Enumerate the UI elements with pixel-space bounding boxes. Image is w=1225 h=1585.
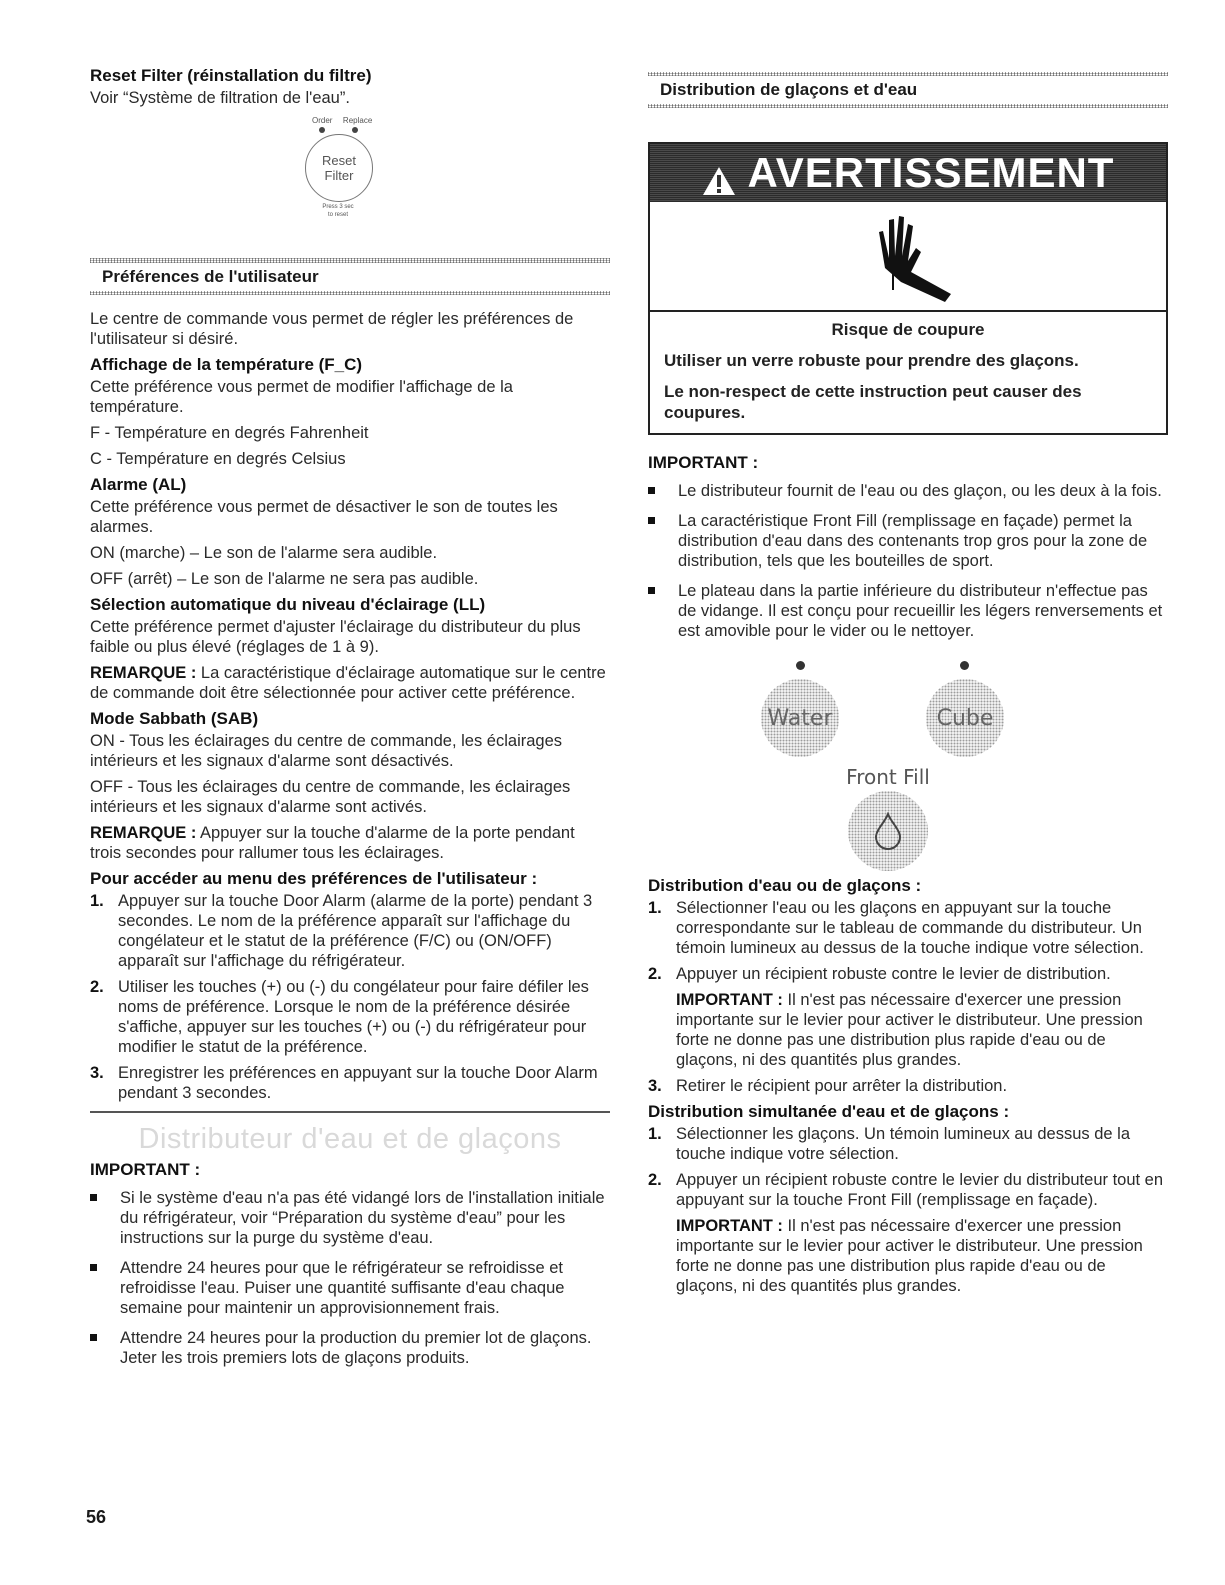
- hand-cut-icon: [853, 206, 963, 306]
- list-item: [648, 511, 1168, 571]
- page-number: 56: [86, 1507, 107, 1527]
- important-text: Il n'est pas nécessaire d'exercer une pression importante sur le levier pour activer le distributeur. Une pression forte ne donne pas une distribution plus rapide d'eau ou de glaçons, ni des quantités plus grandes.: [676, 991, 1143, 1069]
- warning-box: [648, 142, 1168, 435]
- reset-filter-text: Voir “Système de filtration de l'eau”.: [90, 89, 350, 107]
- light-title: Sélection automatique du niveau d'éclairage (LL): [90, 595, 486, 614]
- step-text: Enregistrer les préférences en appuyant sur la touche Door Alarm pendant 3 secondes.: [118, 1064, 598, 1102]
- dispensing-steps: [648, 898, 1168, 1096]
- preferences-intro: Le centre de commande vous permet de régler les préférences de l'utilisateur si désiré.: [90, 310, 574, 348]
- access-title: Pour accéder au menu des préférences de l'utilisateur :: [90, 869, 538, 888]
- bullet-text: Le plateau dans la partie inférieure du distributeur n'effectue pas de vidange. Il est conçu pour recueillir les légers renversements et est amovible pour le vider ou le nettoyer.: [678, 582, 1163, 640]
- step-number: 3.: [90, 1064, 104, 1082]
- alarm-title: Alarme (AL): [90, 475, 187, 494]
- replace-led-icon: [352, 127, 358, 133]
- order-label: Order: [312, 116, 333, 125]
- simultaneous-important: [676, 1216, 1168, 1296]
- step-number: 1.: [90, 892, 104, 910]
- step-text: Appuyer un récipient robuste contre le levier de distribution.: [676, 965, 1111, 983]
- light-note: [90, 663, 610, 703]
- list-item: [90, 1063, 610, 1103]
- temperature-c: C - Température en degrés Celsius: [90, 450, 346, 468]
- bullet-icon: [648, 587, 655, 594]
- list-item: [648, 898, 1168, 958]
- sabbath-on: ON - Tous les éclairages du centre de commande, les éclairages intérieurs et les signaux d'alarme sont désactivés.: [90, 732, 563, 770]
- warning-body: [650, 312, 1166, 433]
- step-text: Utiliser les touches (+) ou (-) du congélateur pour faire défiler les noms de préférence. Lorsque le nom de la préférence désirée s'affiche, appuyer sur les touches (+) ou (-) du réfrigérateur pour modifier le statut de la préférence.: [118, 978, 589, 1056]
- sabbath-note: [90, 823, 610, 863]
- list-item: [90, 1188, 610, 1248]
- cube-button[interactable]: [926, 679, 1004, 757]
- press-label-2: to reset: [327, 212, 348, 218]
- water-button-label: Water: [767, 705, 833, 731]
- bullet-text: Le distributeur fournit de l'eau ou des glaçon, ou les deux à la fois.: [678, 482, 1162, 500]
- temperature-text: Cette préférence vous permet de modifier l'affichage de la température.: [90, 378, 513, 416]
- right-column: [648, 0, 1168, 1302]
- step-text: Sélectionner l'eau ou les glaçons en appuyant sur la touche correspondante sur le tableau de commande du distributeur. Un témoin lumineux au dessus de la touche indique votre sélection.: [676, 899, 1144, 957]
- bullet-icon: [90, 1264, 97, 1271]
- important-text: Il n'est pas nécessaire d'exercer une pression importante sur le levier pour activer le distributeur. Une pression forte ne donne pas une distribution plus rapide d'eau ou de glaçons, ni des quantités plus grandes.: [676, 1217, 1143, 1295]
- bullet-icon: [90, 1194, 97, 1201]
- water-drop-icon: [873, 812, 903, 850]
- front-fill-button[interactable]: [848, 791, 928, 871]
- list-item: [648, 964, 1168, 1070]
- replace-label: Replace: [342, 116, 373, 125]
- important-list: [90, 1188, 610, 1368]
- list-item: [648, 1170, 1168, 1296]
- alarm-off: OFF (arrêt) – Le son de l'alarme ne sera pas audible.: [90, 570, 479, 588]
- section-divider: [90, 1111, 610, 1113]
- step-text: Appuyer un récipient robuste contre le levier du distributeur tout en appuyant sur la touche Front Fill (remplissage en façade).: [676, 1171, 1164, 1209]
- order-led-icon: [319, 127, 325, 133]
- step-number: 1.: [648, 899, 662, 917]
- important-keyword: IMPORTANT :: [676, 991, 783, 1009]
- warning-triangle-icon: [702, 158, 736, 188]
- sabbath-note-keyword: REMARQUE :: [90, 824, 197, 842]
- reset-filter-button-line1: Reset: [322, 153, 356, 168]
- dispensing-title: Distribution d'eau ou de glaçons :: [648, 876, 922, 895]
- dispensing-important: [676, 990, 1168, 1070]
- sabbath-off: OFF - Tous les éclairages du centre de commande, les éclairages intérieurs et les signaux d'alarme sont activés.: [90, 778, 571, 816]
- important-keyword: IMPORTANT :: [676, 1217, 783, 1235]
- warning-banner: [650, 144, 1166, 202]
- step-number: 3.: [648, 1077, 662, 1095]
- warning-icon-row: [650, 202, 1166, 312]
- bullet-icon: [90, 1334, 97, 1341]
- warning-banner-text: AVERTISSEMENT: [747, 149, 1115, 196]
- bullet-text: Attendre 24 heures pour que le réfrigérateur se refroidisse et refroidisse l'eau. Puiser une quantité suffisante d'eau chaque semaine pour maintenir un approvisionnement frais.: [120, 1259, 565, 1317]
- step-text: Sélectionner les glaçons. Un témoin lumineux au dessus de la touche indique votre sélection.: [676, 1125, 1131, 1163]
- simultaneous-title: Distribution simultanée d'eau et de glaçons :: [648, 1102, 1010, 1121]
- bullet-text: Attendre 24 heures pour la production du premier lot de glaçons. Jeter les trois premiers lots de glaçons produits.: [120, 1329, 592, 1367]
- list-item: [648, 581, 1168, 641]
- list-item: [90, 1328, 610, 1368]
- warning-title: Risque de coupure: [831, 320, 985, 339]
- press-label-1: Press 3 sec: [322, 204, 354, 210]
- simultaneous-steps: [648, 1124, 1168, 1296]
- light-note-text: La caractéristique d'éclairage automatique sur le centre de commande doit être sélectionnée pour activer cette préférence.: [90, 664, 606, 702]
- dispenser-section-title: Distributeur d'eau et de glaçons: [138, 1123, 562, 1155]
- important-label: IMPORTANT :: [648, 453, 759, 472]
- list-item: [90, 977, 610, 1057]
- temperature-f: F - Température en degrés Fahrenheit: [90, 424, 369, 442]
- alarm-on: ON (marche) – Le son de l'alarme sera audible.: [90, 544, 438, 562]
- step-text: Appuyer sur la touche Door Alarm (alarme de la porte) pendant 3 secondes. Le nom de la préférence apparaît sur l'affichage du congélateur et le statut de la préférence (F/C) ou (ON/OFF) apparaît sur l'affichage du réfrigérateur.: [118, 892, 593, 970]
- reset-filter-illustration: [90, 116, 610, 226]
- warning-line-1: Utiliser un verre robuste pour prendre des glaçons.: [664, 351, 1079, 370]
- step-number: 2.: [648, 1171, 662, 1189]
- section-rule: [90, 291, 610, 295]
- list-item: [648, 1124, 1168, 1164]
- step-number: 2.: [648, 965, 662, 983]
- water-button[interactable]: [761, 679, 839, 757]
- distribution-heading: Distribution de glaçons et d'eau: [660, 80, 918, 99]
- important-label: IMPORTANT :: [90, 1160, 201, 1179]
- warning-line-2: Le non-respect de cette instruction peut causer des coupures.: [664, 382, 1082, 422]
- preferences-heading: Préférences de l'utilisateur: [102, 267, 319, 286]
- temperature-title: Affichage de la température (F_C): [90, 355, 363, 374]
- step-number: 2.: [90, 978, 104, 996]
- reset-filter-button[interactable]: [305, 134, 373, 202]
- reset-filter-button-line2: Filter: [324, 168, 354, 183]
- bullet-text: La caractéristique Front Fill (remplissage en façade) permet la distribution d'eau dans des contenants trop gros pour la zone de distribution, tels que les bouteilles de sport.: [678, 512, 1148, 570]
- reset-filter-title: Reset Filter (réinstallation du filtre): [90, 66, 372, 85]
- alarm-text: Cette préférence vous permet de désactiver le son de toutes les alarmes.: [90, 498, 558, 536]
- sabbath-note-text: Appuyer sur la touche d'alarme de la porte pendant trois secondes pour rallumer tous les éclairages.: [90, 824, 575, 862]
- dispenser-controls-illustration: [648, 651, 1168, 876]
- bullet-icon: [648, 517, 655, 524]
- light-note-keyword: REMARQUE :: [90, 664, 197, 682]
- cube-led-icon: [960, 661, 969, 670]
- list-item: [90, 1258, 610, 1318]
- bullet-text: Si le système d'eau n'a pas été vidangé lors de l'installation initiale du réfrigérateur, voir “Préparation du système d'eau” pour les instructions sur la purge du système d'eau.: [120, 1189, 605, 1247]
- bullet-icon: [648, 487, 655, 494]
- front-fill-label: Front Fill: [846, 765, 930, 789]
- step-number: 1.: [648, 1125, 662, 1143]
- cube-button-label: Cube: [936, 705, 994, 731]
- list-item: [648, 1076, 1168, 1096]
- water-led-icon: [796, 661, 805, 670]
- step-text: Retirer le récipient pour arrêter la distribution.: [676, 1077, 1008, 1095]
- light-text: Cette préférence permet d'ajuster l'éclairage du distributeur du plus faible ou plus élevé (réglages de 1 à 9).: [90, 618, 581, 656]
- list-item: [90, 891, 610, 971]
- sabbath-title: Mode Sabbath (SAB): [90, 709, 259, 728]
- section-rule: [648, 104, 1168, 108]
- access-steps: [90, 891, 610, 1103]
- list-item: [648, 481, 1168, 501]
- left-column: [90, 0, 610, 1378]
- important-list: [648, 481, 1168, 641]
